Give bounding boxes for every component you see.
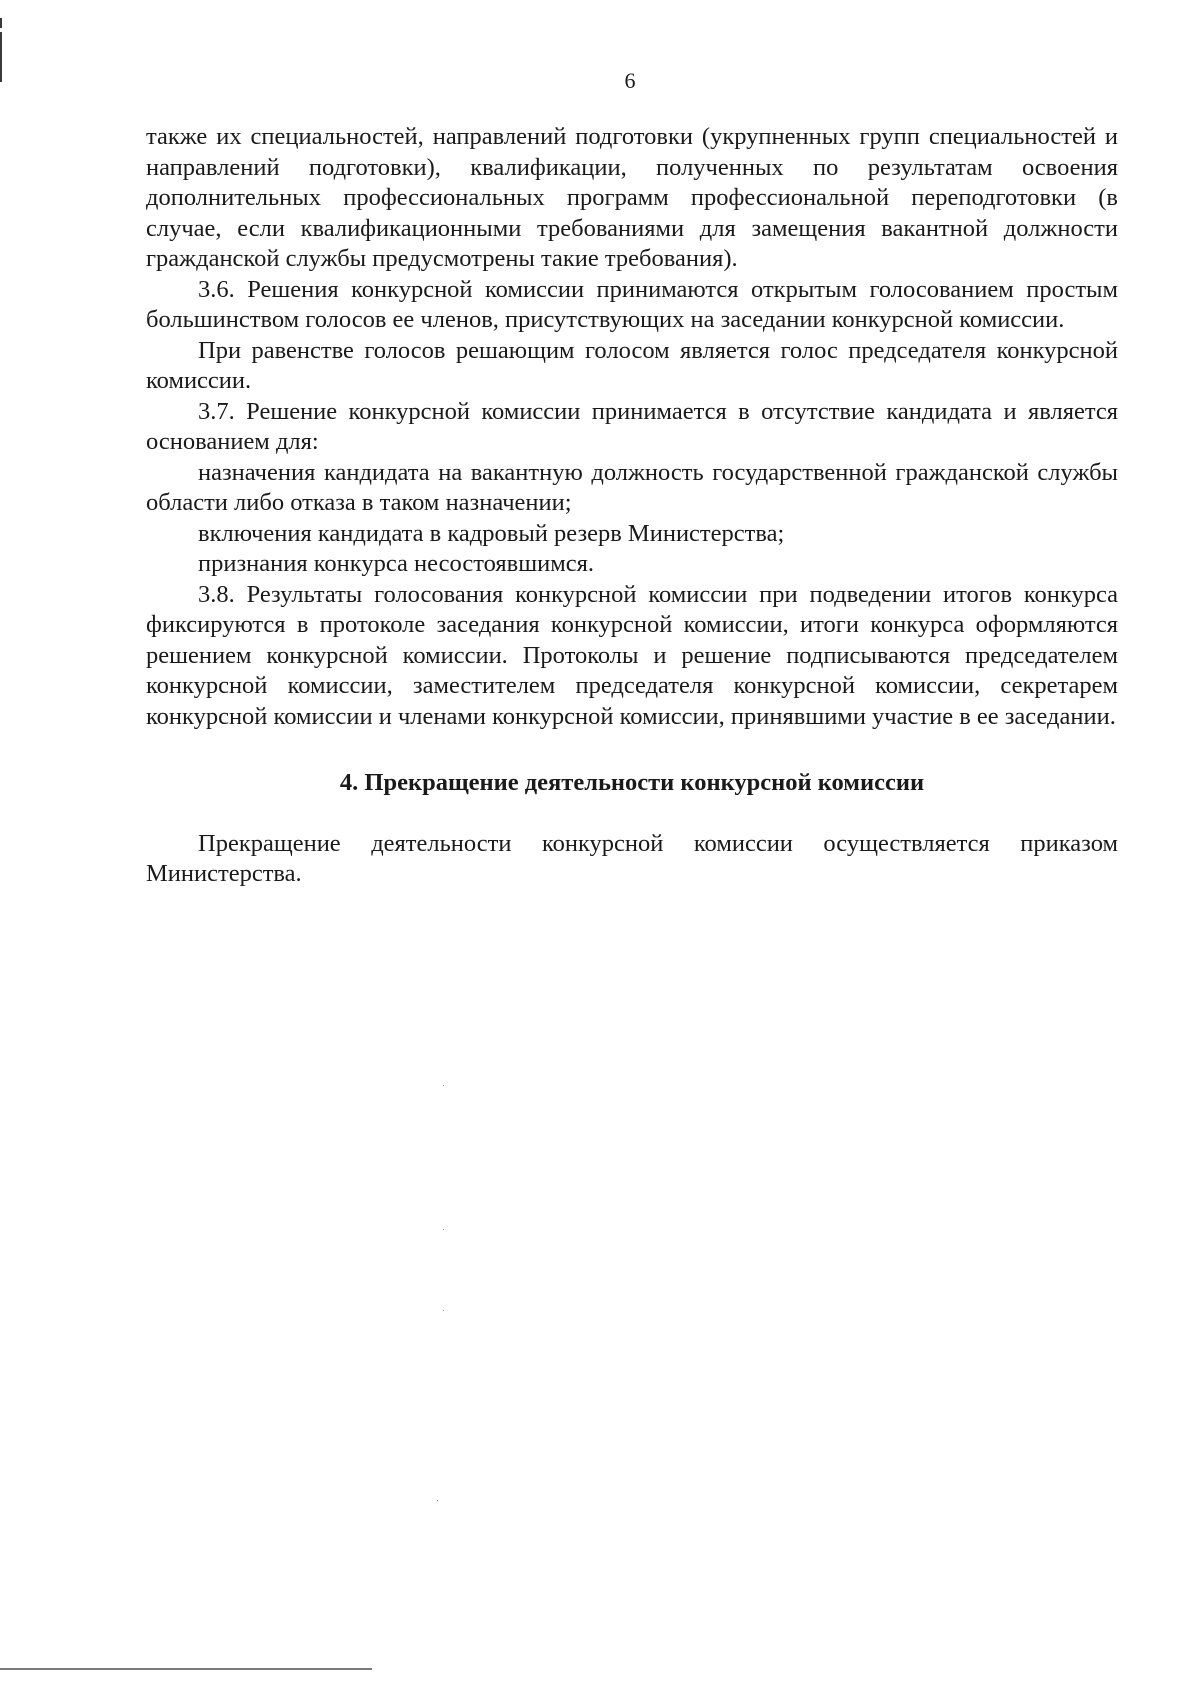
section-heading: 4. Прекращение деятельности конкурсной комиссии: [339, 769, 925, 796]
paragraph: При равенстве голосов решающим голосом является голос председателя конкурсной комиссии.: [146, 336, 1118, 394]
scan-speck: [443, 1310, 444, 1311]
list-item: признания конкурса несостоявшимся.: [198, 550, 594, 577]
paragraph: 3.7. Решение конкурсной комиссии принимается в отсутствие кандидата и является основанием для:: [146, 397, 1118, 455]
paragraph: 3.8. Результаты голосования конкурсной комиссии при подведении итогов конкурса фиксируются в протоколе заседания конкурсной комиссии, итоги конкурса оформляются решением конкурсной комиссии. Протоколы и решение подписываются председателем конкурсной комиссии, заместителем председателя конкурсной комиссии, секретарем конкурсной комиссии и членами конкурсной комиссии, принявшими участие в ее заседании.: [146, 580, 1118, 730]
scan-speck: [437, 1500, 438, 1501]
list-item: включения кандидата в кадровый резерв Министерства;: [198, 519, 785, 547]
scan-edge-mark: [0, 18, 2, 28]
document-body: [146, 122, 1118, 890]
list-item: назначения кандидата на вакантную должность государственной гражданской службы области либо отказа в таком назначении;: [146, 458, 1118, 516]
page-number: 6: [624, 68, 636, 93]
paragraph: Прекращение деятельности конкурсной комиссии осуществляется приказом Министерства.: [146, 829, 1118, 887]
scan-speck: [443, 1229, 444, 1230]
paragraph: 3.6. Решения конкурсной комиссии принимаются открытым голосованием простым большинством голосов ее членов, присутствующих на заседании конкурсной комиссии.: [146, 275, 1118, 333]
paragraph: также их специальностей, направлений подготовки (укрупненных групп специальностей и направлений подготовки), квалификации, полученных по результатам освоения дополнительных профессиональных программ профессиональной переподготовки (в случае, если квалификационными требованиями для замещения вакантной должности гражданской службы предусмотрены такие требования).: [146, 123, 1118, 272]
scan-speck: [443, 1085, 444, 1086]
scan-edge-line: [0, 1668, 372, 1670]
